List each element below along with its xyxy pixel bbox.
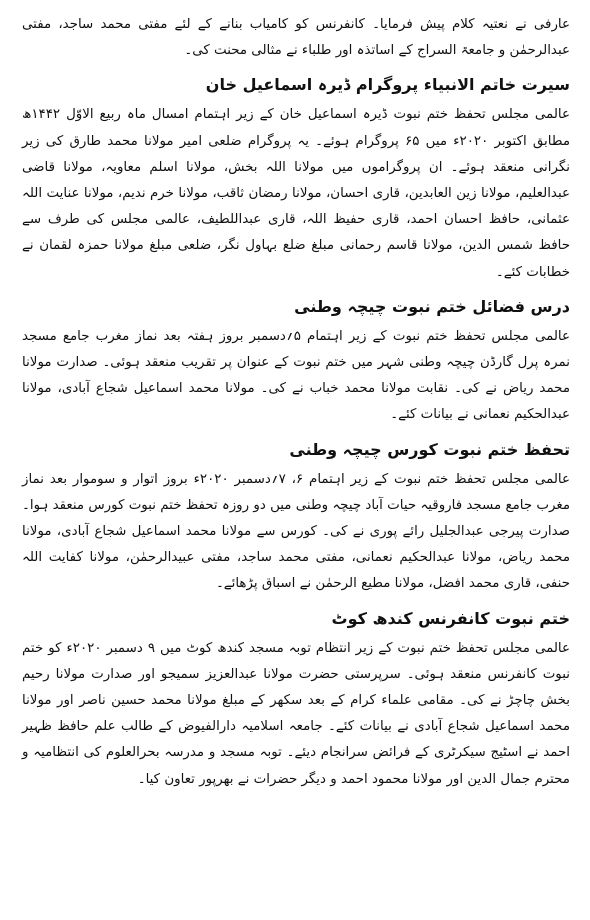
article-page — [22, 12, 570, 793]
section-body-conference-kandhkot: عالمی مجلس تحفظ ختم نبوت کے زیر انتظام توبہ مسجد کندھ کوٹ میں ۹ دسمبر ۲۰۲۰ء کو ختم نبوت کانفرنس منعقد ہوئی۔ سرپرستی حضرت مولانا عبدالعزیز سمیجو اور صدارت مولانا رحیم بخش چاچڑ نے کی۔ مقامی علماء کرام کے بعد سکھر کے مبلغ مولانا محمد حسین ناصر اور مولانا محمد اسماعیل شجاع آبادی نے بیانات کئے۔ جامعہ اسلامیہ دارالفیوض کے طالب علم حافظ ظہیر احمد نے اسٹیج سیکرٹری کے فرائض سرانجام دیئے۔ توبہ مسجد و مدرسہ بحرالعلوم کی انتظامیہ و محترم جمال الدین اور مولانا محمود احمد و دیگر حضرات نے بھرپور تعاون کیا۔ — [22, 640, 570, 787]
section-body-seerat-program: عالمی مجلس تحفظ ختم نبوت ڈیرہ اسماعیل خان کے زیر اہتمام امسال ماہ ربیع الاوّل ۱۴۴۲ھ مطابق اکتوبر ۲۰۲۰ء میں ۶۵ پروگرام ہوئے۔ یہ پروگرام ضلعی امیر مولانا محمد طارق کی زیر نگرانی منعقد ہوئے۔ ان پروگراموں میں مولانا اللہ بخش، مولانا اسلم معاویہ، مولانا قاضی عبدالعلیم، مولانا زین العابدین، قاری احسان، مولانا رمضان ثاقب، مولانا خرم ندیم، مولانا عنایت اللہ عثمانی، حافظ احسان احمد، قاری حفیظ اللہ، قاری عبداللطیف، عالمی مجلس کی طرف سے حافظ شمس الدین، مولانا قاسم رحمانی مبلغ ضلع بہاول نگر، ضلعی مبلغ مولانا حمزہ لقمان نے خطابات کئے۔ — [22, 107, 570, 280]
section-heading-course-chichawatni: تحفظ ختم نبوت کورس چیچہ وطنی — [289, 439, 570, 459]
section-heading-seerat-program: سیرت خاتم الانبیاء پروگرام ڈیرہ اسماعیل خان — [205, 75, 570, 95]
section-body-course-chichawatni: عالمی مجلس تحفظ ختم نبوت کے زیر اہتمام ۶، ۷؍دسمبر ۲۰۲۰ء بروز اتوار و سوموار بعد نماز مغرب جامع مسجد فاروقیہ حیات آباد چیچہ وطنی میں دو روزہ تحفظ ختم نبوت کورس منعقد ہوا۔ صدارت پیرجی عبدالجلیل رائے پوری نے کی۔ کورس سے مولانا محمد اسماعیل شجاع آبادی، مولانا محمد ریاض، مولانا عبدالحکیم نعمانی، مفتی محمد ساجد، مفتی عبیدالرحمٰن، مولانا کفایت اللہ حنفی، قاری محمد افضل، مولانا مطیع الرحمٰن نے اسباق پڑھائے۔ — [22, 471, 570, 592]
section-body-dars-chichawatni: عالمی مجلس تحفظ ختم نبوت کے زیر اہتمام ۵؍دسمبر بروز ہفتہ بعد نماز مغرب جامع مسجد نمرہ پرل گارڈن چیچہ وطنی شہر میں ختم نبوت کے عنوان پر تقریب منعقد ہوئی۔ صدارت مولانا محمد ریاض نے کی۔ نقابت مولانا محمد خباب نے کی۔ مولانا محمد اسماعیل شجاع آبادی، مولانا عبدالحکیم نعمانی نے بیانات کئے۔ — [22, 328, 571, 423]
intro-paragraph: عارفی نے نعتیہ کلام پیش فرمایا۔ کانفرنس کو کامیاب بنانے کے لئے مفتی محمد ساجد، مفتی عبدالرحمٰن و جامعۃ السراج کے اساتذہ اور طلباء نے مثالی محنت کی۔ — [22, 17, 570, 59]
section-heading-dars-chichawatni: درس فضائل ختم نبوت چیچہ وطنی — [294, 296, 570, 316]
section-heading-conference-kandhkot: ختم نبوت کانفرنس کندھ کوٹ — [331, 608, 570, 628]
